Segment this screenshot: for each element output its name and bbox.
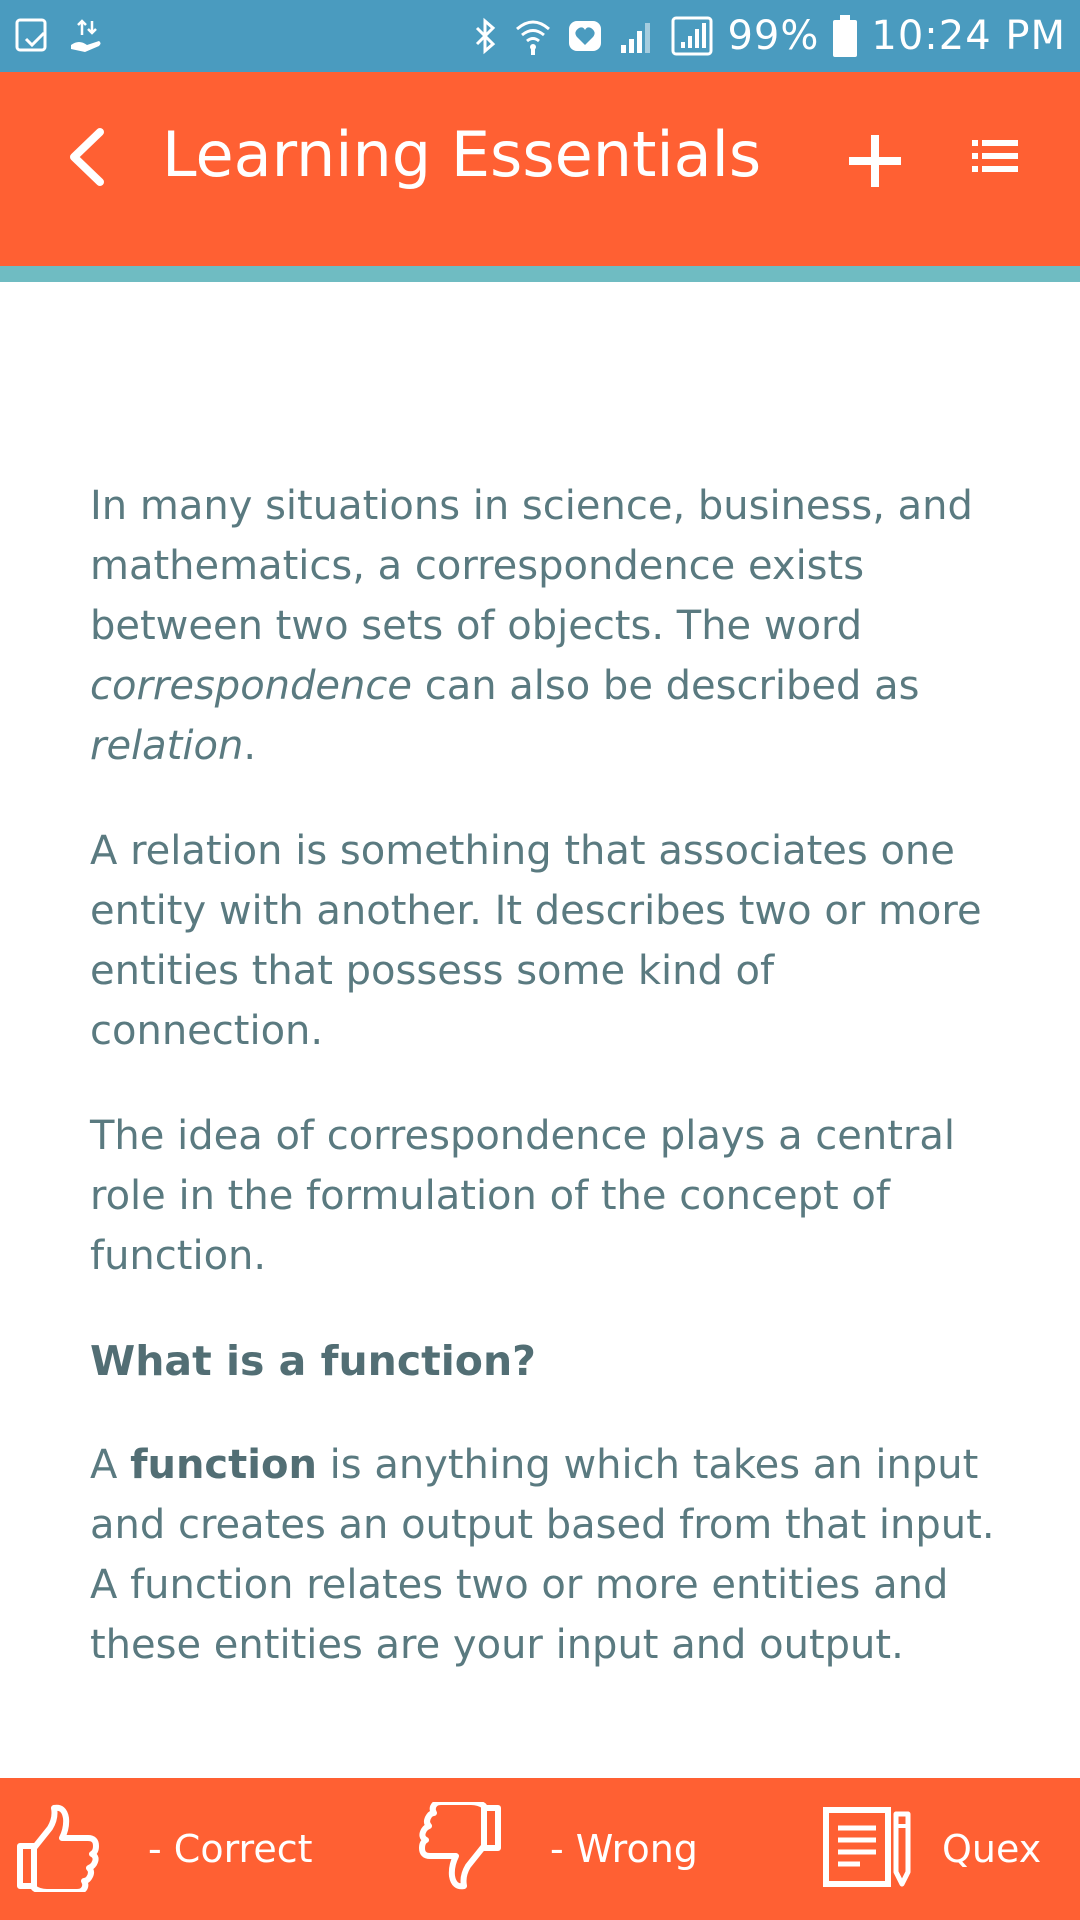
term-relation: relation — [90, 723, 244, 769]
section-heading: What is a function? — [90, 1337, 536, 1385]
list-icon — [972, 138, 1020, 178]
thumbs-up-icon — [14, 1802, 102, 1896]
wrong-label: - Wrong — [550, 1827, 698, 1871]
battery-icon — [833, 15, 857, 57]
app-bar-accent-line — [0, 266, 1080, 282]
notepad-pen-icon — [822, 1806, 914, 1892]
page-title: Learning Essentials — [162, 118, 762, 191]
upload-hand-icon — [68, 17, 106, 55]
bluetooth-icon — [471, 17, 499, 55]
status-bar — [0, 0, 1080, 72]
quex-label: Quex — [942, 1827, 1042, 1871]
back-button[interactable] — [56, 124, 116, 194]
quex-button[interactable] — [822, 1778, 1041, 1920]
correct-label: - Correct — [148, 1827, 313, 1871]
correct-button[interactable] — [14, 1778, 313, 1920]
signal-box-icon — [671, 16, 713, 56]
add-button[interactable] — [840, 128, 910, 198]
plus-icon — [845, 131, 905, 195]
thumbs-down-icon — [416, 1802, 504, 1896]
lesson-content — [90, 476, 1010, 1720]
wrong-button[interactable] — [416, 1778, 698, 1920]
paragraph-correspondence: In many situations in science, business, and mathematics, a correspondence exists between two sets of objects. The word correspondence can also be described as relation. — [90, 483, 973, 769]
tablet-check-icon — [14, 17, 50, 55]
signal-icon — [617, 17, 657, 55]
paragraph-relation: A relation is something that associates one entity with another. It describes two or more entities that possess some kind of connection. — [90, 828, 982, 1054]
menu-button[interactable] — [966, 128, 1026, 188]
paragraph-idea: The idea of correspondence plays a central role in the formulation of the concept of function. — [90, 1113, 955, 1279]
wifi-icon — [513, 17, 553, 55]
chevron-left-icon — [64, 126, 108, 192]
bottom-action-bar — [0, 1778, 1080, 1920]
term-correspondence: correspondence — [90, 663, 412, 709]
term-function: function — [130, 1442, 317, 1488]
status-left — [14, 17, 106, 55]
heart-shield-icon — [567, 17, 603, 55]
clock: 10:24 PM — [871, 13, 1066, 59]
battery-percent: 99% — [727, 13, 820, 59]
paragraph-function: A function is anything which takes an input and creates an output based from that input. A function relates two or more entities and these entities are your input and output. — [90, 1442, 995, 1668]
status-right — [471, 13, 1066, 59]
app-bar — [0, 72, 1080, 266]
